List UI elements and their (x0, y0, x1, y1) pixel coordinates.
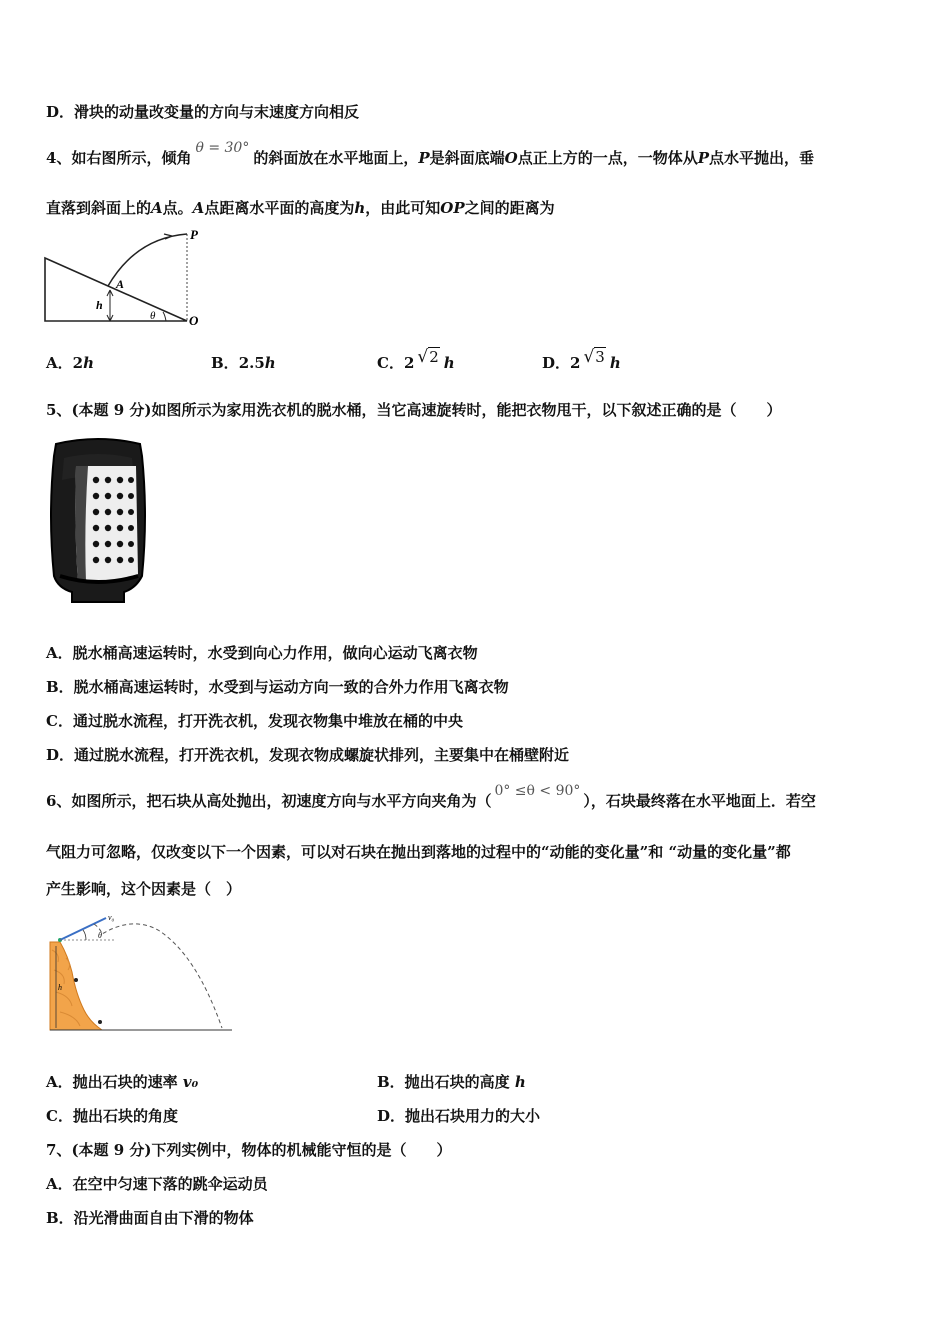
q6-stem-line2: 气阻力可忽略，仅改变以下一个因素，可以对石块在抛出到落地的过程中的“动能的变化量”和 “动量的变化量”都 (46, 843, 791, 861)
label-theta: θ (98, 931, 102, 940)
q4-incline-figure (44, 226, 214, 330)
trajectory-dashed (94, 924, 222, 1028)
q6-angle-expr: 0° ≤θ < 90° (494, 783, 581, 799)
q5-spin-drum-figure (46, 436, 150, 606)
q5-option-c: C．通过脱水流程，打开洗衣机，发现衣物集中堆放在桶的中央 (46, 712, 463, 730)
q6-option-c: C．抛出石块的角度 (46, 1107, 178, 1125)
q6-option-a: A．抛出石块的速率 v₀ (46, 1073, 199, 1091)
q4-stem-line1: 4、如右图所示，倾角θ = 30°的斜面放在水平地面上，P是斜面底端O点正上方的一点，一物体从P点水平抛出，垂 (46, 140, 815, 167)
label-o: O (189, 313, 199, 328)
q4-option-d: D．2 √3 h (542, 347, 621, 372)
label-h: h (96, 298, 103, 312)
q6-cliff-figure (46, 910, 236, 1036)
q4-option-b: B．2.5h (211, 354, 276, 372)
q6-option-b: B．抛出石块的高度 h (377, 1073, 526, 1091)
q4-theta-expr: θ = 30° (195, 140, 250, 156)
q5-stem: 5、(本题 9 分)如图所示为家用洗衣机的脱水桶，当它高速旋转时，能把衣物甩干，以下叙述正确的是（ ） (46, 401, 782, 419)
q7-option-b: B．沿光滑曲面自由下滑的物体 (46, 1209, 254, 1227)
label-h: h (58, 983, 62, 992)
q5-option-d: D．通过脱水流程，打开洗衣机，发现衣物成螺旋状排列，主要集中在桶壁附近 (46, 746, 570, 764)
sqrt-2: √2 (417, 347, 439, 367)
q4-option-c: C．2 √2 h (377, 347, 455, 372)
label-theta: θ (150, 310, 156, 322)
q5-option-a: A．脱水桶高速运转时，水受到向心力作用，做向心运动飞离衣物 (46, 644, 478, 662)
rock-dot (74, 978, 78, 982)
landing-dot (98, 1020, 102, 1024)
q5-option-b: B．脱水桶高速运转时，水受到与运动方向一致的合外力作用飞离衣物 (46, 678, 509, 696)
theta-arc (83, 930, 86, 940)
theta-arc (163, 312, 166, 321)
sqrt-3: √3 (583, 347, 605, 367)
label-a: A (116, 277, 125, 291)
q5-number: 5、 (46, 401, 72, 419)
q6-option-d: D．抛出石块用力的大小 (377, 1107, 541, 1125)
q7-stem: 7、(本题 9 分)下列实例中，物体的机械能守恒的是（ ） (46, 1141, 452, 1159)
q7-number: 7、 (46, 1141, 72, 1159)
q3-option-d: D．滑块的动量改变量的方向与末速度方向相反 (46, 103, 360, 121)
q6-number: 6、 (46, 792, 72, 810)
label-p: P (190, 227, 198, 242)
q6-stem-line3: 产生影响，这个因素是（ ） (46, 880, 242, 898)
q4-number: 4、 (46, 149, 72, 167)
q4-option-a: A．2h (46, 354, 94, 372)
q6-stem-line1: 6、如图所示，把石块从高处抛出，初速度方向与水平方向夹角为（0° ≤θ < 90°），石块最终落在水平地面上．若空 (46, 783, 816, 810)
label-v0: v₀ (108, 913, 115, 922)
q4-stem-line2: 直落到斜面上的A点。A点距离水平面的高度为h，由此可知OP之间的距离为 (46, 199, 555, 217)
q7-option-a: A．在空中匀速下落的跳伞运动员 (46, 1175, 268, 1193)
